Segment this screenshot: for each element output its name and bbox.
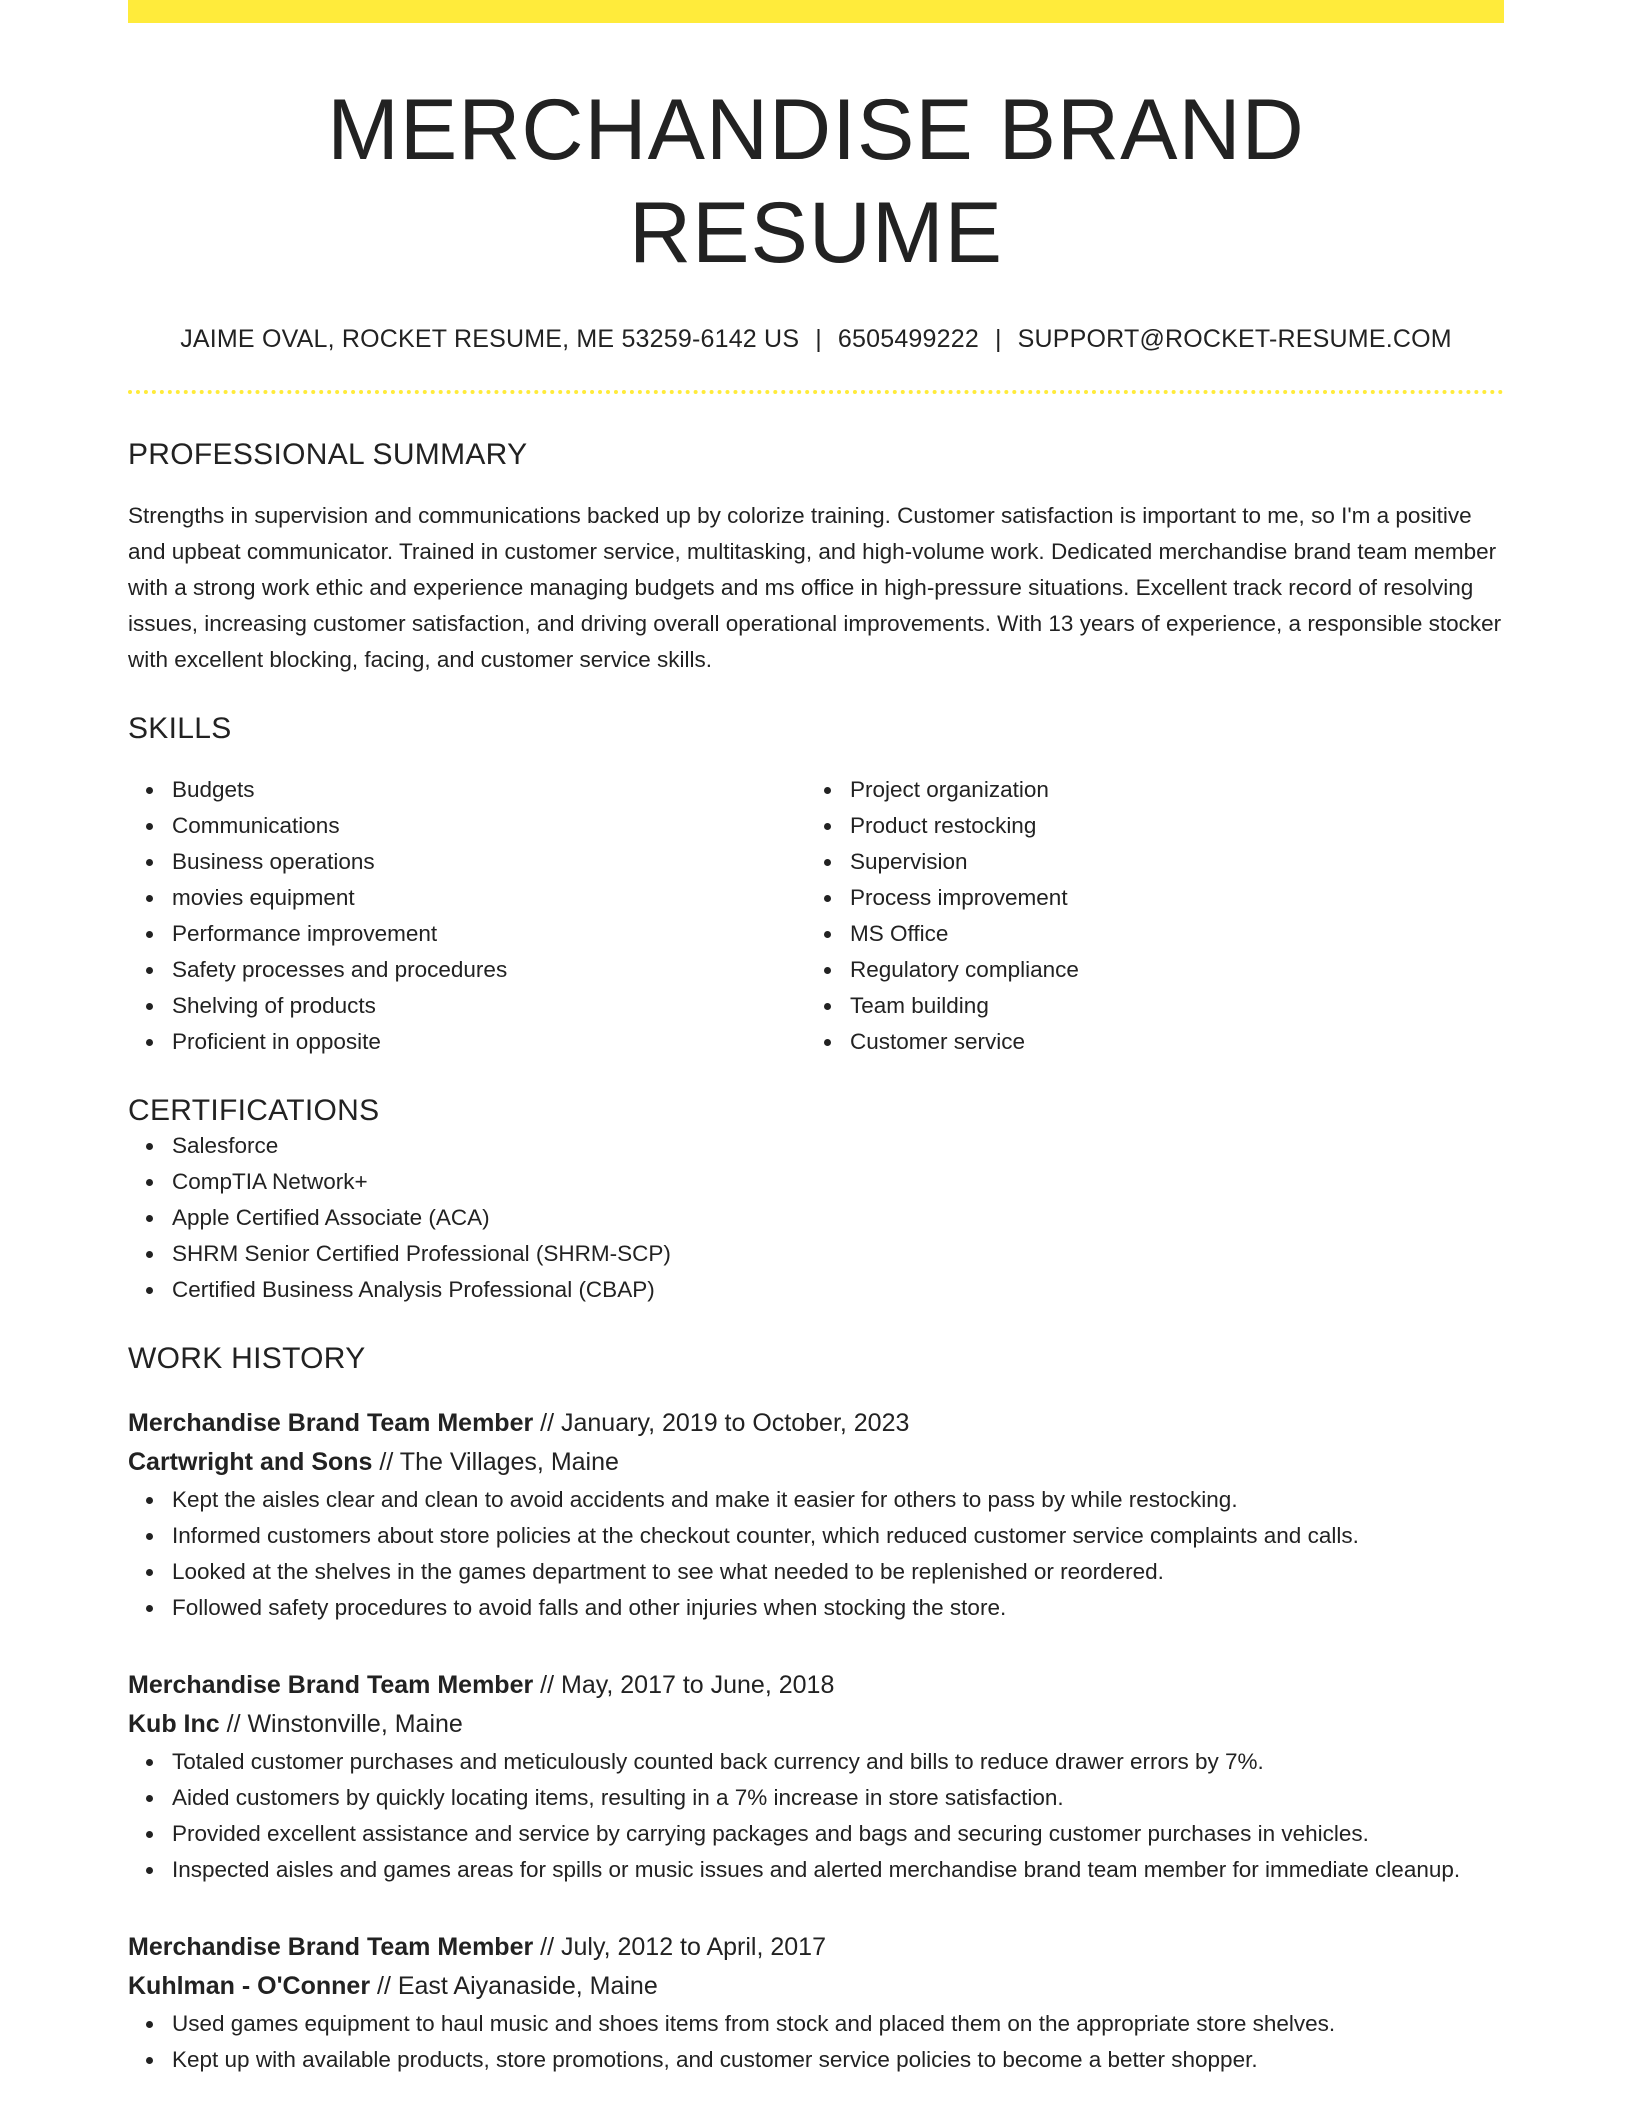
job-entry <box>128 1404 1504 1626</box>
job-role-line <box>128 1666 1504 1705</box>
job-company: Kub Inc <box>128 1710 220 1739</box>
skills-list-right <box>806 772 1484 1060</box>
job-dates: // January, 2019 to October, 2023 <box>533 1409 910 1438</box>
certifications-heading: CERTIFICATIONS <box>128 1094 380 1128</box>
accent-bar <box>128 0 1504 23</box>
certification-item: Salesforce <box>172 1128 1504 1164</box>
job-duty: Followed safety procedures to avoid falls and other injuries when stocking the store. <box>172 1590 1504 1626</box>
summary-text: Strengths in supervision and communications backed up by colorize training. Customer satisfaction is important to me, so I'm a positive and upbeat communicator. Trained in customer service, multitasking, and high-volume work. Dedicated merchandise brand team member with a strong work ethic and experience managing budgets and ms office in high-pressure situations. Excellent track record of resolving issues, increasing customer satisfaction, and driving overall operational improvements. With 13 years of experience, a responsible stocker with excellent blocking, facing, and customer service skills. <box>128 503 1502 673</box>
skill-item: Customer service <box>850 1024 1484 1060</box>
certification-item: Apple Certified Associate (ACA) <box>172 1200 1504 1236</box>
job-company-line <box>128 1967 1504 2006</box>
job-duty: Totaled customer purchases and meticulously counted back currency and bills to reduce drawer errors by 7%. <box>172 1744 1504 1780</box>
contact-separator: | <box>994 325 1002 354</box>
skill-item: Safety processes and procedures <box>172 952 806 988</box>
job-duty: Used games equipment to haul music and shoes items from stock and placed them on the appropriate store shelves. <box>172 2006 1504 2042</box>
resume-page <box>128 0 1504 2078</box>
skill-item: Business operations <box>172 844 806 880</box>
job-role: Merchandise Brand Team Member <box>128 1409 534 1438</box>
skill-item: Project organization <box>850 772 1484 808</box>
job-duties-list <box>128 1744 1504 1888</box>
certification-item: CompTIA Network+ <box>172 1164 1504 1200</box>
job-dates: // May, 2017 to June, 2018 <box>533 1671 835 1700</box>
job-role: Merchandise Brand Team Member <box>128 1671 534 1700</box>
job-location: // Winstonville, Maine <box>219 1710 463 1739</box>
skills-column-right <box>806 772 1484 1060</box>
contact-email: SUPPORT@ROCKET-RESUME.COM <box>1017 325 1452 354</box>
certification-item: SHRM Senior Certified Professional (SHRM-SCP) <box>172 1236 1504 1272</box>
skill-item: Performance improvement <box>172 916 806 952</box>
job-company-line <box>128 1705 1504 1744</box>
job-duty: Inspected aisles and games areas for spills or music issues and alerted merchandise brand team member for immediate cleanup. <box>172 1852 1504 1888</box>
job-duties-list <box>128 2006 1504 2078</box>
skills-column-left <box>128 772 806 1060</box>
skill-item: MS Office <box>850 916 1484 952</box>
dotted-divider <box>128 390 1504 394</box>
job-entry <box>128 1928 1504 2078</box>
skill-item: Budgets <box>172 772 806 808</box>
certifications-list <box>128 1128 1504 1308</box>
job-duty: Kept the aisles clear and clean to avoid accidents and make it easier for others to pass by while restocking. <box>172 1482 1504 1518</box>
skill-item: Regulatory compliance <box>850 952 1484 988</box>
skills-list-left <box>128 772 806 1060</box>
skill-item: Supervision <box>850 844 1484 880</box>
job-duty: Provided excellent assistance and service by carrying packages and bags and securing customer purchases in vehicles. <box>172 1816 1504 1852</box>
contact-separator: | <box>815 325 822 354</box>
job-dates: // July, 2012 to April, 2017 <box>533 1933 826 1962</box>
contact-address: JAIME OVAL, ROCKET RESUME, ME 53259-6142 US <box>180 325 800 354</box>
skill-item: Process improvement <box>850 880 1484 916</box>
job-duty: Aided customers by quickly locating items, resulting in a 7% increase in store satisfaction. <box>172 1780 1504 1816</box>
summary-heading: PROFESSIONAL SUMMARY <box>128 438 528 472</box>
job-company-line <box>128 1443 1504 1482</box>
job-role-line <box>128 1928 1504 1967</box>
skill-item: Product restocking <box>850 808 1484 844</box>
job-duty: Informed customers about store policies at the checkout counter, which reduced customer service complaints and calls. <box>172 1518 1504 1554</box>
job-duties-list <box>128 1482 1504 1626</box>
job-company: Cartwright and Sons <box>128 1448 373 1477</box>
certification-item: Certified Business Analysis Professional (CBAP) <box>172 1272 1504 1308</box>
resume-title: MERCHANDISE BRAND RESUME <box>327 82 1305 282</box>
job-location: // The Villages, Maine <box>372 1448 619 1477</box>
contact-line <box>128 325 1504 354</box>
skill-item: Shelving of products <box>172 988 806 1024</box>
work-history-heading: WORK HISTORY <box>128 1342 366 1376</box>
skill-item: Proficient in opposite <box>172 1024 806 1060</box>
job-entry <box>128 1666 1504 1888</box>
job-duty: Kept up with available products, store promotions, and customer service policies to become a better shopper. <box>172 2042 1504 2078</box>
skill-item: movies equipment <box>172 880 806 916</box>
skills-heading: SKILLS <box>128 712 232 746</box>
contact-phone: 6505499222 <box>837 325 979 354</box>
job-duty: Looked at the shelves in the games department to see what needed to be replenished or reordered. <box>172 1554 1504 1590</box>
job-company: Kuhlman - O'Conner <box>128 1972 371 2001</box>
job-location: // East Aiyanaside, Maine <box>370 1972 658 2001</box>
skill-item: Team building <box>850 988 1484 1024</box>
job-role-line <box>128 1404 1504 1443</box>
skills-grid <box>128 772 1504 1060</box>
job-role: Merchandise Brand Team Member <box>128 1933 534 1962</box>
skill-item: Communications <box>172 808 806 844</box>
